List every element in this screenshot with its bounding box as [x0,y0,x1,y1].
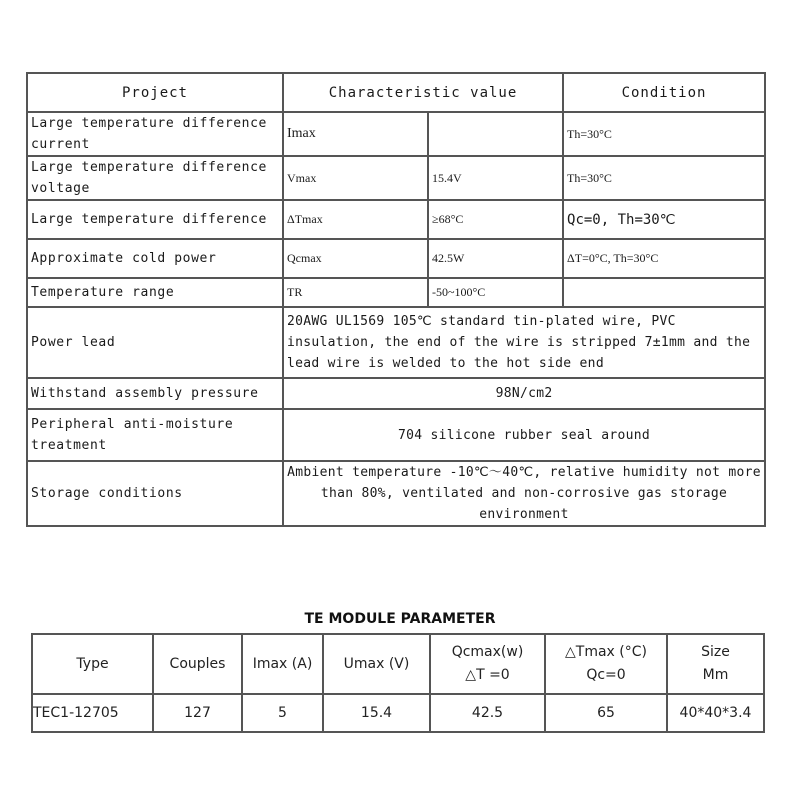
header-imax [242,634,323,694]
te-module-table [31,633,765,733]
header-umax [323,634,430,694]
condition-cell: Th=30°C [563,156,765,200]
project-cell: Storage conditions [27,461,283,526]
value-cell [428,112,563,156]
delta-tmax-value: 65 [545,694,667,732]
symbol-cell: ΔTmax [283,200,428,239]
header-condition: Condition [563,73,765,112]
table-row [27,461,765,526]
table-row [27,156,765,200]
table-row [27,278,765,307]
header-subline: Qc=0 [586,667,626,683]
project-cell: Large temperature difference current [27,112,283,156]
te-header-row [32,634,764,694]
symbol-cell: TR [283,278,428,307]
header-line: Imax (A) [252,655,313,672]
project-cell: Large temperature difference [27,200,283,239]
project-cell: Approximate cold power [27,239,283,278]
project-cell: Temperature range [27,278,283,307]
table-row [27,378,765,409]
condition-cell: Th=30°C [563,112,765,156]
header-line: Umax (V) [343,655,410,672]
value-cell: 15.4V [428,156,563,200]
header-subline: Mm [702,667,729,683]
table-row [27,200,765,239]
header-subline: △T =0 [465,667,510,683]
couples-value: 127 [153,694,242,732]
header-size [667,634,764,694]
table-row [27,409,765,461]
specification-table [26,72,766,527]
moisture-treatment-value: 704 silicone rubber seal around [283,409,765,461]
header-line: Qcmax(w) [451,644,524,660]
te-module-title: TE MODULE PARAMETER [304,611,496,627]
qcmax-value: 42.5 [430,694,545,732]
header-line: Type [76,655,109,672]
project-cell: Peripheral anti-moisture treatment [27,409,283,461]
condition-cell [563,278,765,307]
header-characteristic-value: Characteristic value [283,73,563,112]
condition-cell: Qc=0, Th=30℃ [563,200,765,239]
header-line: △Tmax (°C) [565,644,647,660]
table-row [27,112,765,156]
header-couples [153,634,242,694]
value-cell: ≥68°C [428,200,563,239]
symbol-cell: Imax [283,112,428,156]
project-cell: Withstand assembly pressure [27,378,283,409]
header-type [32,634,153,694]
project-cell: Large temperature difference voltage [27,156,283,200]
power-lead-value: 20AWG UL1569 105℃ standard tin-plated wire, PVC insulation, the end of the wire is stripped 7±1mm and the lead wire is welded to the hot side end [283,307,765,378]
value-cell: -50~100°C [428,278,563,307]
imax-value: 5 [242,694,323,732]
pressure-value: 98N/cm2 [283,378,765,409]
te-data-row [32,694,764,732]
umax-value: 15.4 [323,694,430,732]
spec-header-row [27,73,765,112]
header-line: Couples [169,655,226,672]
project-cell: Power lead [27,307,283,378]
header-qcmax [430,634,545,694]
storage-conditions-value: Ambient temperature -10℃～40℃, relative humidity not more than 80%, ventilated and non-corrosive gas storage environment [283,461,765,526]
header-project: Project [27,73,283,112]
condition-cell: ΔT=0°C, Th=30°C [563,239,765,278]
table-row [27,307,765,378]
header-line: Size [701,644,730,660]
symbol-cell: Vmax [283,156,428,200]
type-value: TEC1-12705 [32,694,153,732]
size-value: 40*40*3.4 [667,694,764,732]
header-delta-tmax [545,634,667,694]
symbol-cell: Qcmax [283,239,428,278]
value-cell: 42.5W [428,239,563,278]
table-row [27,239,765,278]
